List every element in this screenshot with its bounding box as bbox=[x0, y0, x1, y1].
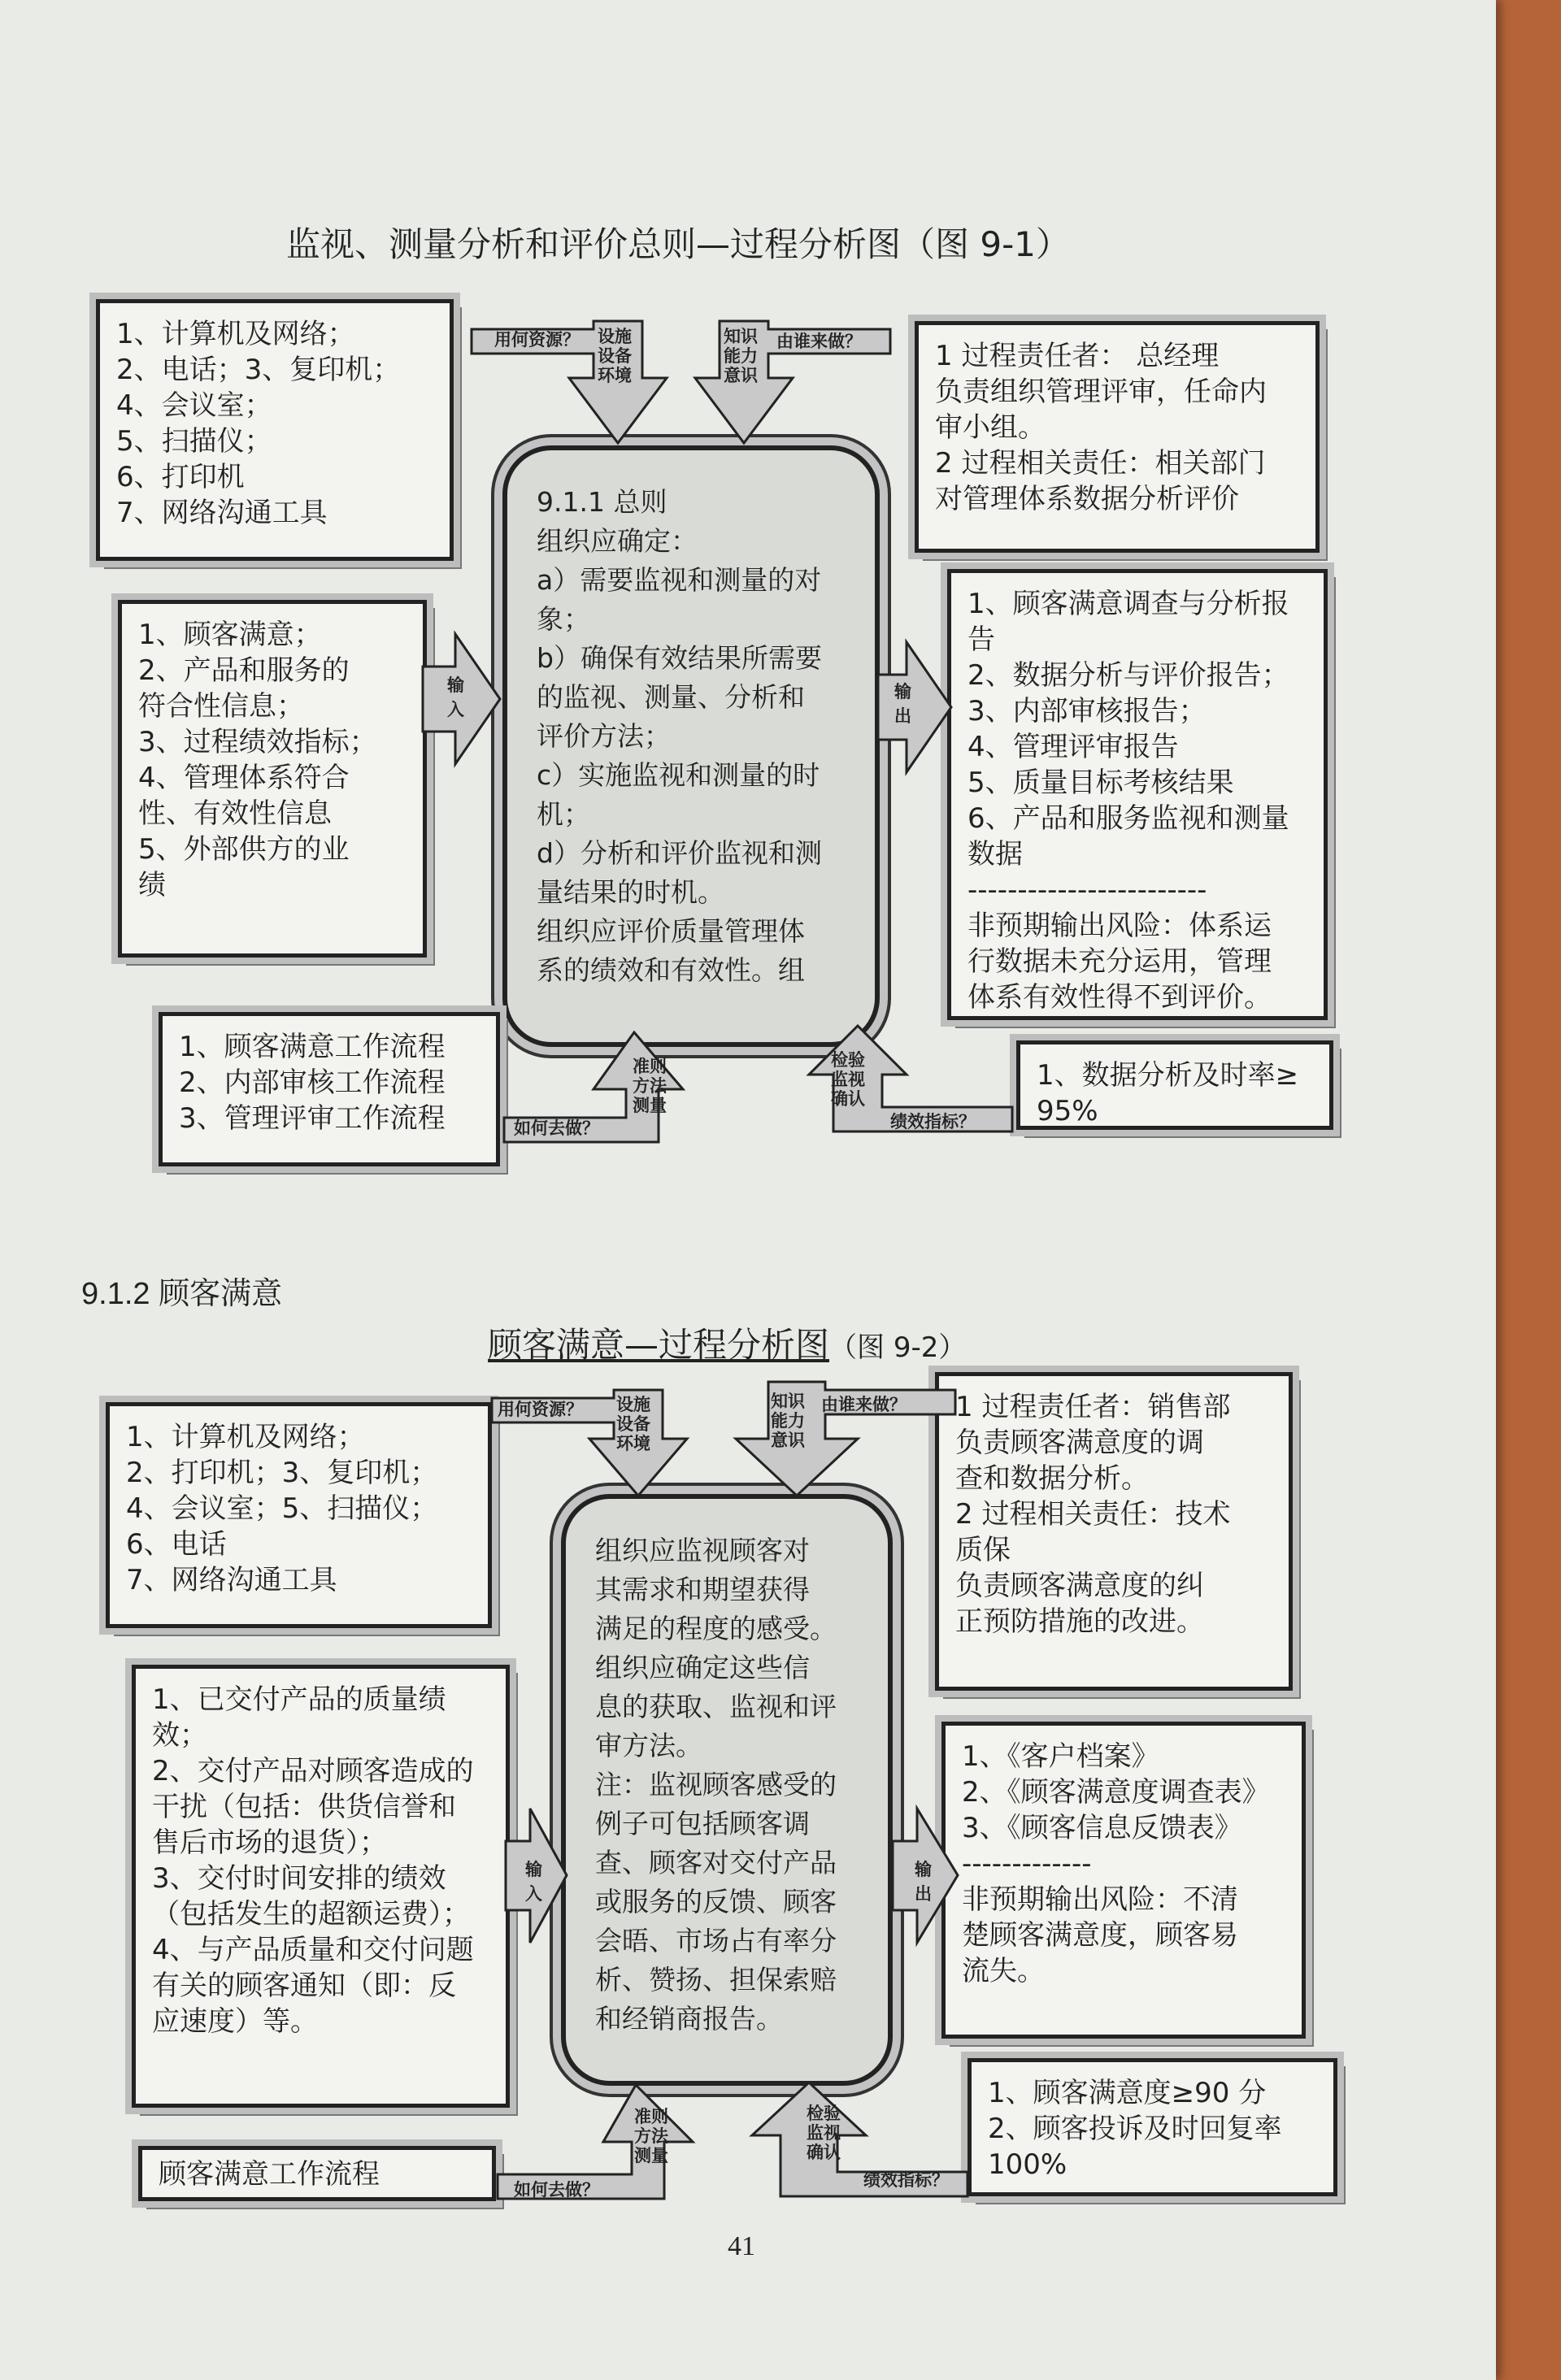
page-number: 41 bbox=[728, 2231, 755, 2261]
text-line: ------------------------ bbox=[967, 874, 1207, 906]
text-line: 流失。 bbox=[962, 1955, 1045, 1987]
fig1-how-items bbox=[633, 1057, 667, 1115]
fig1-kpi-items bbox=[831, 1050, 865, 1109]
text-line: 系的绩效和有效性。组 bbox=[537, 954, 805, 986]
fig1-output-label: 输出 bbox=[894, 682, 911, 726]
text-line: 2、交付产品对顾客造成的 bbox=[152, 1755, 474, 1787]
text-line: d）分析和评价监视和测 bbox=[537, 837, 822, 869]
fig2-kpi-list bbox=[988, 2075, 1317, 2182]
text-line: 非预期输出风险：不清 bbox=[962, 1883, 1238, 1916]
text-line: 售后市场的退货）； bbox=[152, 1826, 387, 1859]
text-line: （包括发生的超额运费）； bbox=[152, 1898, 470, 1930]
text-line: 2、产品和服务的 bbox=[138, 654, 350, 687]
text-line: 4、管理评审报告 bbox=[967, 731, 1179, 763]
text-line: 2 过程相关责任：技术 bbox=[955, 1498, 1231, 1531]
text-line: 组织应确定这些信 bbox=[595, 1652, 810, 1683]
text-line: 设施 bbox=[598, 327, 632, 346]
text-line: 6、电话 bbox=[126, 1528, 227, 1561]
fig2-inputs-box bbox=[132, 1665, 510, 2108]
text-line: 1、数据分析及时率≥ bbox=[1037, 1059, 1299, 1092]
text-line: 95% bbox=[1037, 1095, 1098, 1127]
fig2-methods-list bbox=[159, 2156, 476, 2192]
fig1-who-items bbox=[724, 327, 758, 385]
fig2-who-label: 由谁来做？ bbox=[821, 1395, 907, 1414]
text-line: 2 过程相关责任：相关部门 bbox=[935, 447, 1266, 480]
text-line: 检验 bbox=[831, 1050, 865, 1070]
text-line: 环境 bbox=[598, 366, 632, 385]
text-line: 设备 bbox=[616, 1414, 650, 1434]
text-line: 评价方法； bbox=[537, 720, 671, 752]
text-line: 1、计算机及网络； bbox=[116, 318, 355, 350]
text-line: a）需要监视和测量的对 bbox=[537, 564, 822, 596]
text-line: 确认 bbox=[807, 2143, 841, 2162]
text-line: 4、与产品质量和交付问题 bbox=[152, 1934, 474, 1966]
fig1-methods-box bbox=[159, 1012, 500, 1166]
text-line: 满足的程度的感受。 bbox=[595, 1613, 837, 1644]
text-line: 2、数据分析与评价报告； bbox=[967, 659, 1289, 692]
text-line: 质保 bbox=[955, 1534, 1011, 1566]
fig2-title: 顾客满意—过程分析图 bbox=[488, 1325, 830, 1365]
text-line: 应速度）等。 bbox=[152, 2005, 318, 2038]
text-line: 干扰（包括：供货信誉和 bbox=[152, 1791, 456, 1823]
text-line: 量结果的时机。 bbox=[537, 876, 724, 908]
text-line: 其需求和期望获得 bbox=[595, 1574, 810, 1605]
fig2-how-do-label: 如何去做？ bbox=[514, 2180, 599, 2200]
text-line: 环境 bbox=[616, 1434, 650, 1453]
text-line: 组织应监视顾客对 bbox=[595, 1535, 810, 1566]
text-line: 测量 bbox=[633, 1096, 667, 1115]
text-line: 5、扫描仪； bbox=[116, 425, 272, 458]
fig2-outputs-list bbox=[962, 1739, 1285, 1989]
text-line: b）确保有效结果所需要 bbox=[537, 642, 822, 674]
text-line: 析、赞扬、担保索赔 bbox=[595, 1964, 837, 1996]
text-line: ------------- bbox=[962, 1848, 1092, 1880]
fig2-how-items bbox=[634, 2107, 668, 2165]
text-line: 查、顾客对交付产品 bbox=[595, 1847, 837, 1878]
text-line: 楚顾客满意度，顾客易 bbox=[962, 1919, 1238, 1952]
text-line: 负责顾客满意度的纠 bbox=[955, 1570, 1204, 1602]
fig2-title-suffix: （图 9-2） bbox=[829, 1331, 967, 1364]
fig2-who-items bbox=[771, 1392, 805, 1450]
fig2-methods-box bbox=[138, 2146, 496, 2201]
text-line: 方法 bbox=[633, 1076, 667, 1096]
text-line: 2、《顾客满意度调查表》 bbox=[962, 1776, 1270, 1809]
text-line: 1、顾客满意度≥90 分 bbox=[988, 2077, 1267, 2109]
text-line: 性、有效性信息 bbox=[138, 797, 332, 830]
text-line: 1、计算机及网络； bbox=[126, 1421, 365, 1453]
text-line: 1、顾客满意工作流程 bbox=[179, 1031, 446, 1063]
text-line: 2、电话；3、复印机； bbox=[116, 354, 401, 386]
text-line: 准则 bbox=[634, 2107, 668, 2126]
text-line: 检验 bbox=[807, 2104, 841, 2123]
text-line: 确认 bbox=[831, 1089, 865, 1109]
text-line: 4、管理体系符合 bbox=[138, 762, 350, 794]
text-line: 6、产品和服务监视和测量 bbox=[967, 802, 1289, 835]
fig2-title-wrap bbox=[488, 1318, 966, 1367]
fig2-resources-list bbox=[126, 1419, 472, 1598]
text-line: 审小组。 bbox=[935, 411, 1046, 444]
fig1-who-label: 由谁来做？ bbox=[776, 332, 862, 351]
fig2-kpi-box bbox=[967, 2058, 1337, 2196]
section-heading: 9.1.2 顾客满意 bbox=[81, 1277, 283, 1311]
text-line: 负责组织管理评审，任命内 bbox=[935, 376, 1267, 408]
text-line: 3、《顾客信息反馈表》 bbox=[962, 1812, 1242, 1844]
fig2-outputs-box bbox=[941, 1722, 1306, 2039]
fig1-resources-items bbox=[598, 327, 632, 385]
fig1-responsible-list bbox=[935, 338, 1299, 517]
text-line: 符合性信息； bbox=[138, 690, 304, 723]
text-line: 组织应评价质量管理体 bbox=[537, 915, 805, 947]
text-line: 3、交付时间安排的绩效 bbox=[152, 1862, 446, 1895]
fig1-title: 监视、测量分析和评价总则—过程分析图（图 9-1） bbox=[286, 224, 1070, 264]
text-line: 能力 bbox=[724, 346, 758, 366]
text-line: 方法 bbox=[634, 2126, 668, 2146]
text-line: 知识 bbox=[771, 1392, 805, 1411]
text-line: 注：监视顾客感受的 bbox=[595, 1769, 837, 1800]
text-line: 1、《客户档案》 bbox=[962, 1740, 1159, 1773]
fig2-center-text bbox=[595, 1531, 859, 2039]
text-line: 9.1.1 总则 bbox=[537, 486, 667, 518]
fig1-outputs-list bbox=[967, 586, 1307, 1015]
text-line: 组织应确定： bbox=[537, 525, 698, 557]
fig2-kpi-q-label: 绩效指标？ bbox=[863, 2170, 949, 2190]
text-line: 1、顾客满意调查与分析报 bbox=[967, 588, 1289, 620]
fig2-output-label: 输出 bbox=[915, 1860, 932, 1904]
text-line: 5、质量目标考核结果 bbox=[967, 767, 1234, 799]
text-line: 监视 bbox=[831, 1070, 865, 1089]
text-line: 1、已交付产品的质量绩 bbox=[152, 1683, 446, 1716]
text-line: 3、过程绩效指标； bbox=[138, 726, 377, 758]
fig1-inputs-box bbox=[118, 600, 427, 958]
text-line: 息的获取、监视和评 bbox=[595, 1691, 837, 1722]
text-line: 设施 bbox=[616, 1395, 650, 1414]
text-line: 意识 bbox=[771, 1431, 805, 1450]
text-line: 1 过程责任者：销售部 bbox=[955, 1391, 1231, 1423]
text-line: 3、内部审核报告； bbox=[967, 695, 1207, 727]
fig2-responsible-list bbox=[955, 1389, 1272, 1640]
fig1-resources-list bbox=[116, 316, 433, 531]
text-line: 机； bbox=[537, 798, 590, 830]
fig2-center-box bbox=[561, 1494, 893, 2086]
fig2-responsible-box bbox=[935, 1372, 1293, 1691]
text-line: 5、外部供方的业 bbox=[138, 833, 350, 866]
fig1-center-text bbox=[537, 483, 846, 990]
text-line: 效； bbox=[152, 1719, 207, 1752]
text-line: 和经销商报告。 bbox=[595, 2003, 783, 2035]
text-line: 绩 bbox=[138, 869, 166, 901]
fig1-responsible-box bbox=[915, 321, 1320, 553]
text-line: 会晤、市场占有率分 bbox=[595, 1925, 837, 1957]
fig1-kpi-list bbox=[1037, 1058, 1313, 1129]
fig1-how-do-label: 如何去做？ bbox=[514, 1118, 599, 1138]
text-line: 4、会议室； bbox=[116, 389, 272, 422]
text-line: 测量 bbox=[634, 2146, 668, 2165]
fig2-resources-items bbox=[616, 1395, 650, 1453]
text-line: 准则 bbox=[633, 1057, 667, 1076]
fig1-methods-list bbox=[179, 1029, 480, 1136]
text-line: 体系有效性得不到评价。 bbox=[967, 981, 1272, 1014]
text-line: 数据 bbox=[967, 838, 1023, 871]
fig2-inputs-list bbox=[152, 1682, 489, 2039]
text-line: 设备 bbox=[598, 346, 632, 366]
text-line: c）实施监视和测量的时 bbox=[537, 759, 820, 791]
text-line: 4、会议室；5、扫描仪； bbox=[126, 1492, 438, 1525]
text-line: 6、打印机 bbox=[116, 461, 245, 493]
text-line: 有关的顾客通知（即：反 bbox=[152, 1970, 456, 2002]
text-line: 或服务的反馈、顾客 bbox=[595, 1886, 837, 1917]
text-line: 7、网络沟通工具 bbox=[116, 497, 328, 529]
text-line: 顾客满意工作流程 bbox=[159, 2158, 380, 2191]
text-line: 意识 bbox=[724, 366, 758, 385]
text-line: 负责顾客满意度的调 bbox=[955, 1427, 1204, 1459]
fig1-inputs-list bbox=[138, 617, 407, 903]
text-line: 行数据未充分运用，管理 bbox=[967, 945, 1272, 978]
text-line: 的监视、测量、分析和 bbox=[537, 681, 805, 713]
text-line: 非预期输出风险：体系运 bbox=[967, 910, 1272, 942]
text-line: 能力 bbox=[771, 1411, 805, 1431]
fig2-how-resources-label: 用何资源？ bbox=[498, 1400, 583, 1419]
text-line: 告 bbox=[967, 623, 995, 656]
text-line: 象； bbox=[537, 603, 590, 635]
fig2-kpi-items bbox=[807, 2104, 841, 2162]
text-line: 2、内部审核工作流程 bbox=[179, 1066, 446, 1099]
fig1-kpi-box bbox=[1016, 1040, 1333, 1130]
fig1-how-resources-label: 用何资源？ bbox=[494, 330, 580, 350]
fig1-resources-box bbox=[96, 299, 454, 561]
text-line: 1 过程责任者： 总经理 bbox=[935, 340, 1220, 372]
text-line: 查和数据分析。 bbox=[955, 1462, 1149, 1495]
fig1-input-label: 输入 bbox=[447, 675, 464, 719]
fig2-resources-box bbox=[106, 1402, 492, 1628]
fig1-center-box bbox=[502, 445, 880, 1047]
text-line: 监视 bbox=[807, 2123, 841, 2143]
text-line: 3、管理评审工作流程 bbox=[179, 1102, 446, 1135]
text-line: 例子可包括顾客调 bbox=[595, 1808, 810, 1839]
text-line: 100% bbox=[988, 2148, 1067, 2181]
fig1-outputs-box bbox=[947, 569, 1328, 1020]
text-line: 7、网络沟通工具 bbox=[126, 1564, 337, 1596]
text-line: 审方法。 bbox=[595, 1730, 702, 1761]
text-line: 正预防措施的改进。 bbox=[955, 1605, 1204, 1638]
text-line: 知识 bbox=[724, 327, 758, 346]
fig2-input-label: 输入 bbox=[525, 1860, 542, 1904]
text-line: 1、顾客满意； bbox=[138, 619, 322, 651]
text-line: 对管理体系数据分析评价 bbox=[935, 483, 1239, 515]
text-line: 2、打印机；3、复印机； bbox=[126, 1457, 438, 1489]
fig1-kpi-q-label: 绩效指标？ bbox=[890, 1112, 976, 1131]
text-line: 2、顾客投诉及时回复率 bbox=[988, 2113, 1282, 2145]
